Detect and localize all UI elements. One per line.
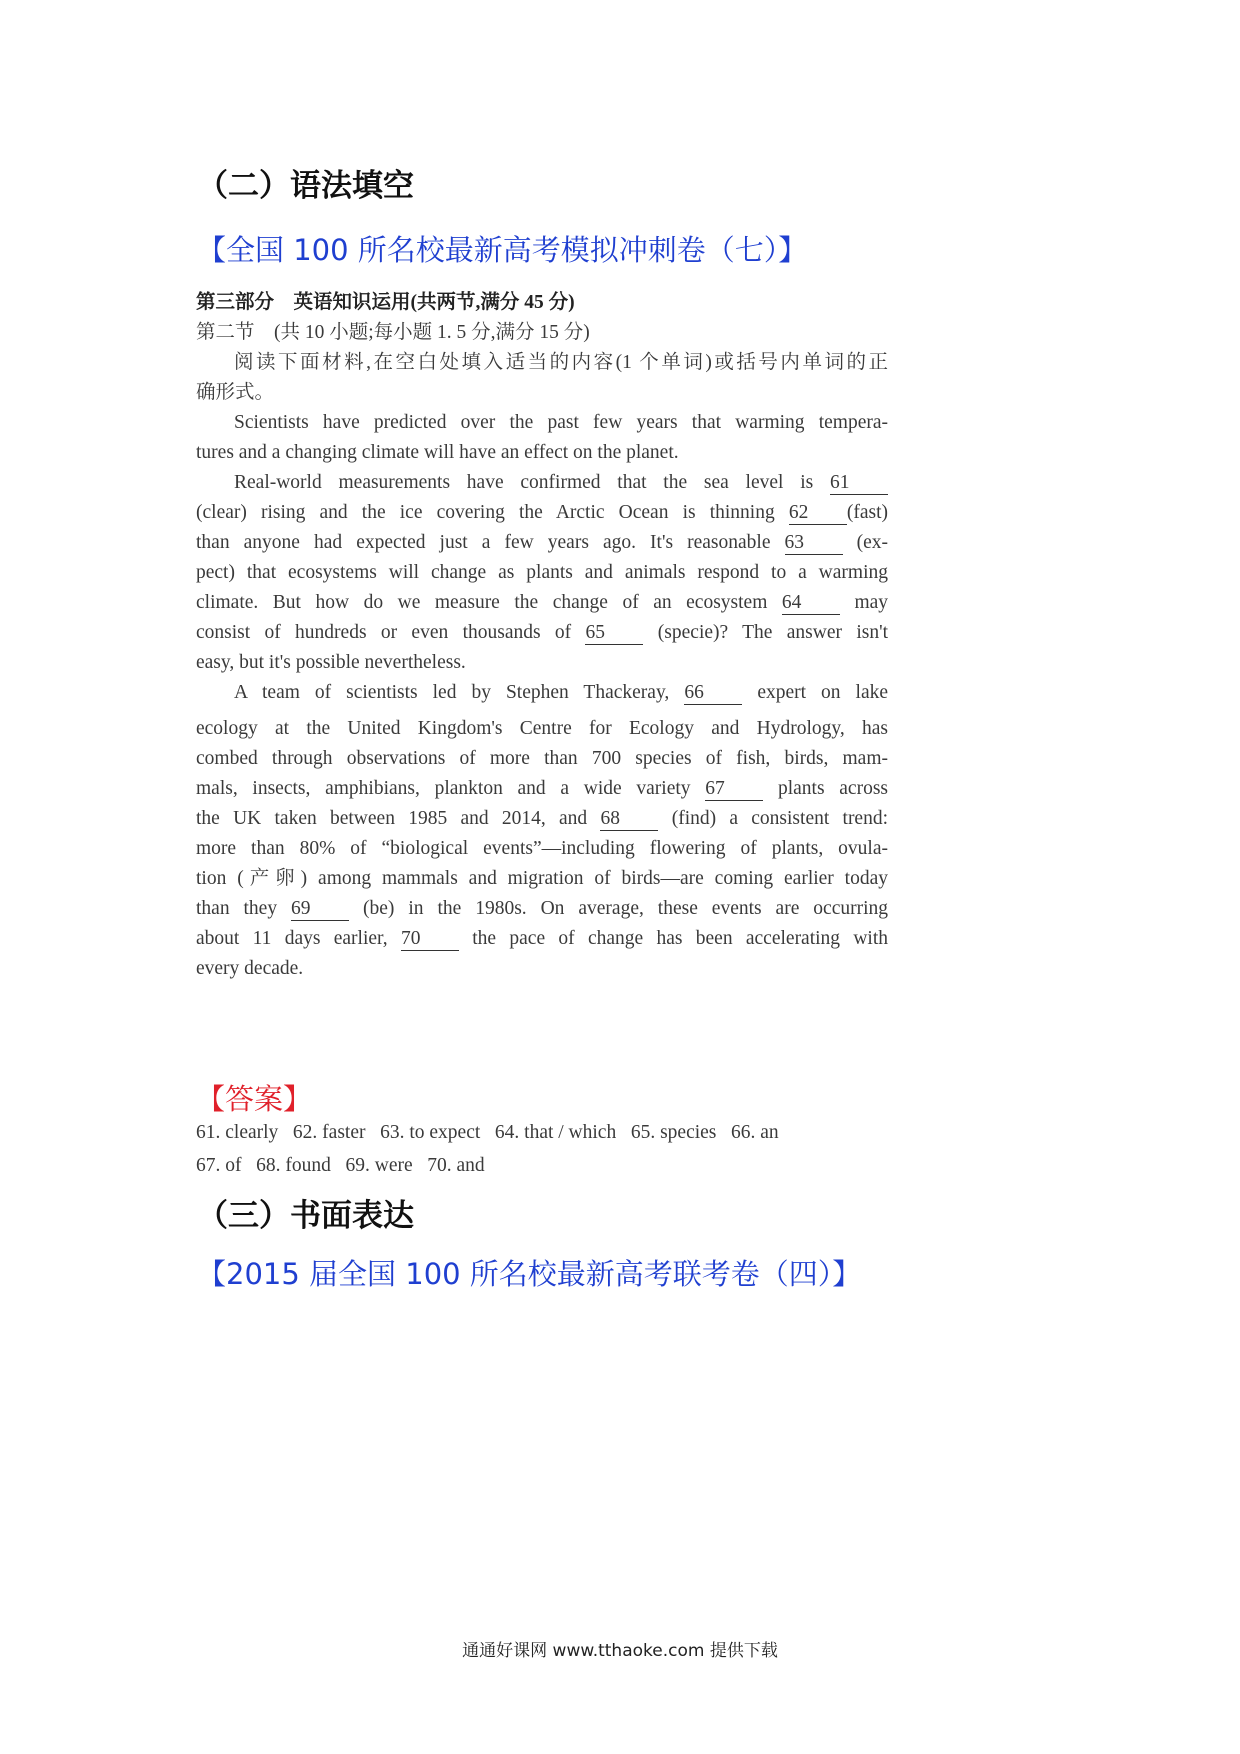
footer-credit: 通通好课网 www.tthaoke.com 提供下载 [462, 1641, 778, 1661]
section-title: 第二节 (共 10 小题;每小题 1. 5 分,满分 15 分) [196, 322, 590, 343]
passage-line: combed through observations of more than 700 species of fish, birds, mam- [196, 748, 888, 769]
passage-line: every decade. [196, 958, 304, 979]
part-title: 第三部分 英语知识运用(共两节,满分 45 分) [196, 292, 575, 313]
source-title-mock-exam-7: 【全国 100 所名校最新高考模拟冲刺卷（七）】 [197, 233, 808, 267]
passage-line: tures and a changing climate will have an effect on the planet. [196, 442, 679, 463]
blank-62: 62 [789, 502, 847, 525]
passage-line: climate. But how do we measure the change of an ecosystem 64 may [196, 592, 889, 613]
passage-line: easy, but it's possible nevertheless. [196, 652, 466, 673]
section-heading-writing: （三）书面表达 [197, 1198, 414, 1234]
blank-66: 66 [684, 682, 742, 705]
instruction-line: 阅读下面材料,在空白处填入适当的内容(1 个单词)或括号内单词的正 [234, 352, 888, 373]
blank-70: 70 [401, 928, 459, 951]
source-title-joint-exam-4: 【2015 届全国 100 所名校最新高考联考卷（四）】 [197, 1257, 862, 1291]
blank-61: 61 [830, 472, 888, 495]
answer-label: 【答案】 [196, 1082, 313, 1116]
passage-line: more than 80% of “biological events”—including flowering of plants, ovula- [196, 838, 888, 859]
passage-line: (clear) rising and the ice covering the Arctic Ocean is thinning 62 (fast) [196, 502, 889, 523]
passage-line: mals, insects, amphibians, plankton and a wide variety 67 plants across [196, 778, 889, 799]
passage-line: ecology at the United Kingdom's Centre for Ecology and Hydrology, has [196, 718, 888, 739]
passage-line: the UK taken between 1985 and 2014, and 68 (find) a consistent trend: [196, 808, 889, 829]
blank-69: 69 [291, 898, 349, 921]
passage-line: Scientists have predicted over the past few years that warming tempera- [234, 412, 888, 433]
instruction-line: 确形式。 [196, 382, 275, 403]
blank-68: 68 [600, 808, 658, 831]
passage-line: than they 69 (be) in the 1980s. On average, these events are occurring [196, 898, 889, 919]
passage-line: about 11 days earlier, 70 the pace of change has been accelerating with [196, 928, 889, 949]
passage-line: pect) that ecosystems will change as plants and animals respond to a warming [196, 562, 888, 583]
blank-65: 65 [585, 622, 643, 645]
answer-line: 61. clearly 62. faster 63. to expect 64. that / which 65. species 66. an [196, 1122, 779, 1143]
answer-line: 67. of 68. found 69. were 70. and [196, 1155, 485, 1176]
passage-line: Real-world measurements have confirmed that the sea level is 61 [234, 468, 888, 498]
blank-67: 67 [705, 778, 763, 801]
blank-63: 63 [785, 532, 843, 555]
passage-line: consist of hundreds or even thousands of 65 (specie)? The answer isn't [196, 622, 889, 643]
passage-line: A team of scientists led by Stephen Thackeray, 66 expert on lake [234, 682, 889, 703]
section-heading-grammar: （二）语法填空 [197, 168, 414, 204]
passage-line: than anyone had expected just a few years ago. It's reasonable 63 (ex- [196, 532, 889, 553]
blank-64: 64 [782, 592, 840, 615]
passage-line: tion (产卵) among mammals and migration of birds—are coming earlier today [196, 868, 888, 889]
